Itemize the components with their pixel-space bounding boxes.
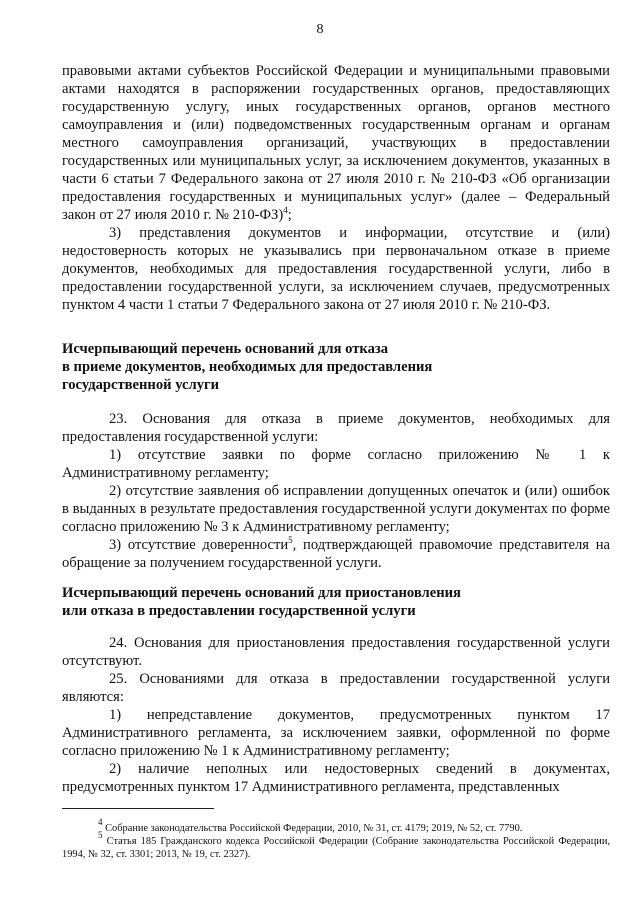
footnote-ref-4: 4 (283, 205, 288, 215)
paragraph-item-3: 3) представления документов и информации, отсутствие и (или) недостоверность которых не указывались при первоначальном отказе в приеме документов, необходимых для предоставления государственной услуги, либо в предоставлении государственной услуги, за исключением случаев, предусмотренных пунктом 4 части 1 статьи 7 Федерального закона от 27 июля 2010 г. № 210-ФЗ. (62, 225, 610, 313)
section-heading-refusal-docs (62, 340, 610, 394)
paragraph-23-1: 1) отсутствие заявки по форме согласно приложению № 1 к Административному регламенту; (62, 447, 610, 481)
heading-line: государственной услуги (62, 377, 220, 393)
footnotes (62, 817, 610, 861)
footnote-divider (62, 808, 214, 809)
paragraph-25-2: 2) наличие неполных или недостоверных сведений в документах, предусмотренных пунктом 17 Административного регламента, представленных (62, 761, 610, 795)
body-block-1 (62, 62, 610, 314)
footnote-5: $^5$ Статья 185 Гражданского кодекса Российской Федерации (Собрание законодательства Российской Федерации, 1994, № 32, ст. 3301; 2013, № 19, ст. 2327). (62, 830, 610, 860)
body-block-23 (62, 410, 610, 572)
paragraph-24: 24. Основания для приостановления предоставления государственной услуги отсутствуют. (62, 635, 610, 669)
page-number: 8 (316, 22, 324, 37)
heading-line: или отказа в предоставлении государственной услуги (62, 603, 416, 619)
paragraph-23-2: 2) отсутствие заявления об исправлении допущенных опечаток и (или) ошибок в выданных в результате предоставления государственной услуги документах по форме согласно приложению № 3 к Административному регламенту; (62, 483, 610, 535)
section-heading-suspension (62, 584, 610, 620)
paragraph-continuation: правовыми актами субъектов Российской Федерации и муниципальными правовыми актами находятся в распоряжении государственных органов, предоставляющих государственную услугу, иных государственных органов, органов местного самоуправления и (или) подведомственных государственным органам и органам местного самоуправления организаций, участвующих в предоставлении государственных или муниципальных услуг, за исключением документов, указанных в части 6 статьи 7 Федерального закона от 27 июля 2010 г. № 210-ФЗ «Об организации предоставления государственных и муниципальных услуг» (далее – Федеральный закон от 27 июля 2010 г. № 210-ФЗ)$^4$; (62, 63, 610, 223)
paragraph-23: 23. Основания для отказа в приеме документов, необходимых для предоставления государственной услуги: (62, 411, 610, 445)
footnote-4: $^4$ Собрание законодательства Российской Федерации, 2010, № 31, ст. 4179; 2019, № 52, ст. 7790. (98, 817, 523, 834)
body-block-24-25 (62, 634, 610, 796)
heading-line: Исчерпывающий перечень оснований для отказа (62, 341, 389, 357)
heading-line: в приеме документов, необходимых для предоставления (62, 359, 433, 375)
paragraph-23-3: 3) отсутствие доверенности$^5$, подтверждающей правомочие представителя на обращение за получением государственной услуги. (62, 535, 610, 571)
heading-line: Исчерпывающий перечень оснований для приостановления (62, 585, 461, 601)
paragraph-25-1: 1) непредставление документов, предусмотренных пунктом 17 Административного регламента, за исключением заявки, оформленной по форме согласно приложению № 1 к Административному регламенту; (62, 707, 610, 759)
footnote-ref-5: 5 (288, 535, 293, 545)
paragraph-25: 25. Основаниями для отказа в предоставлении государственной услуги являются: (62, 671, 610, 705)
